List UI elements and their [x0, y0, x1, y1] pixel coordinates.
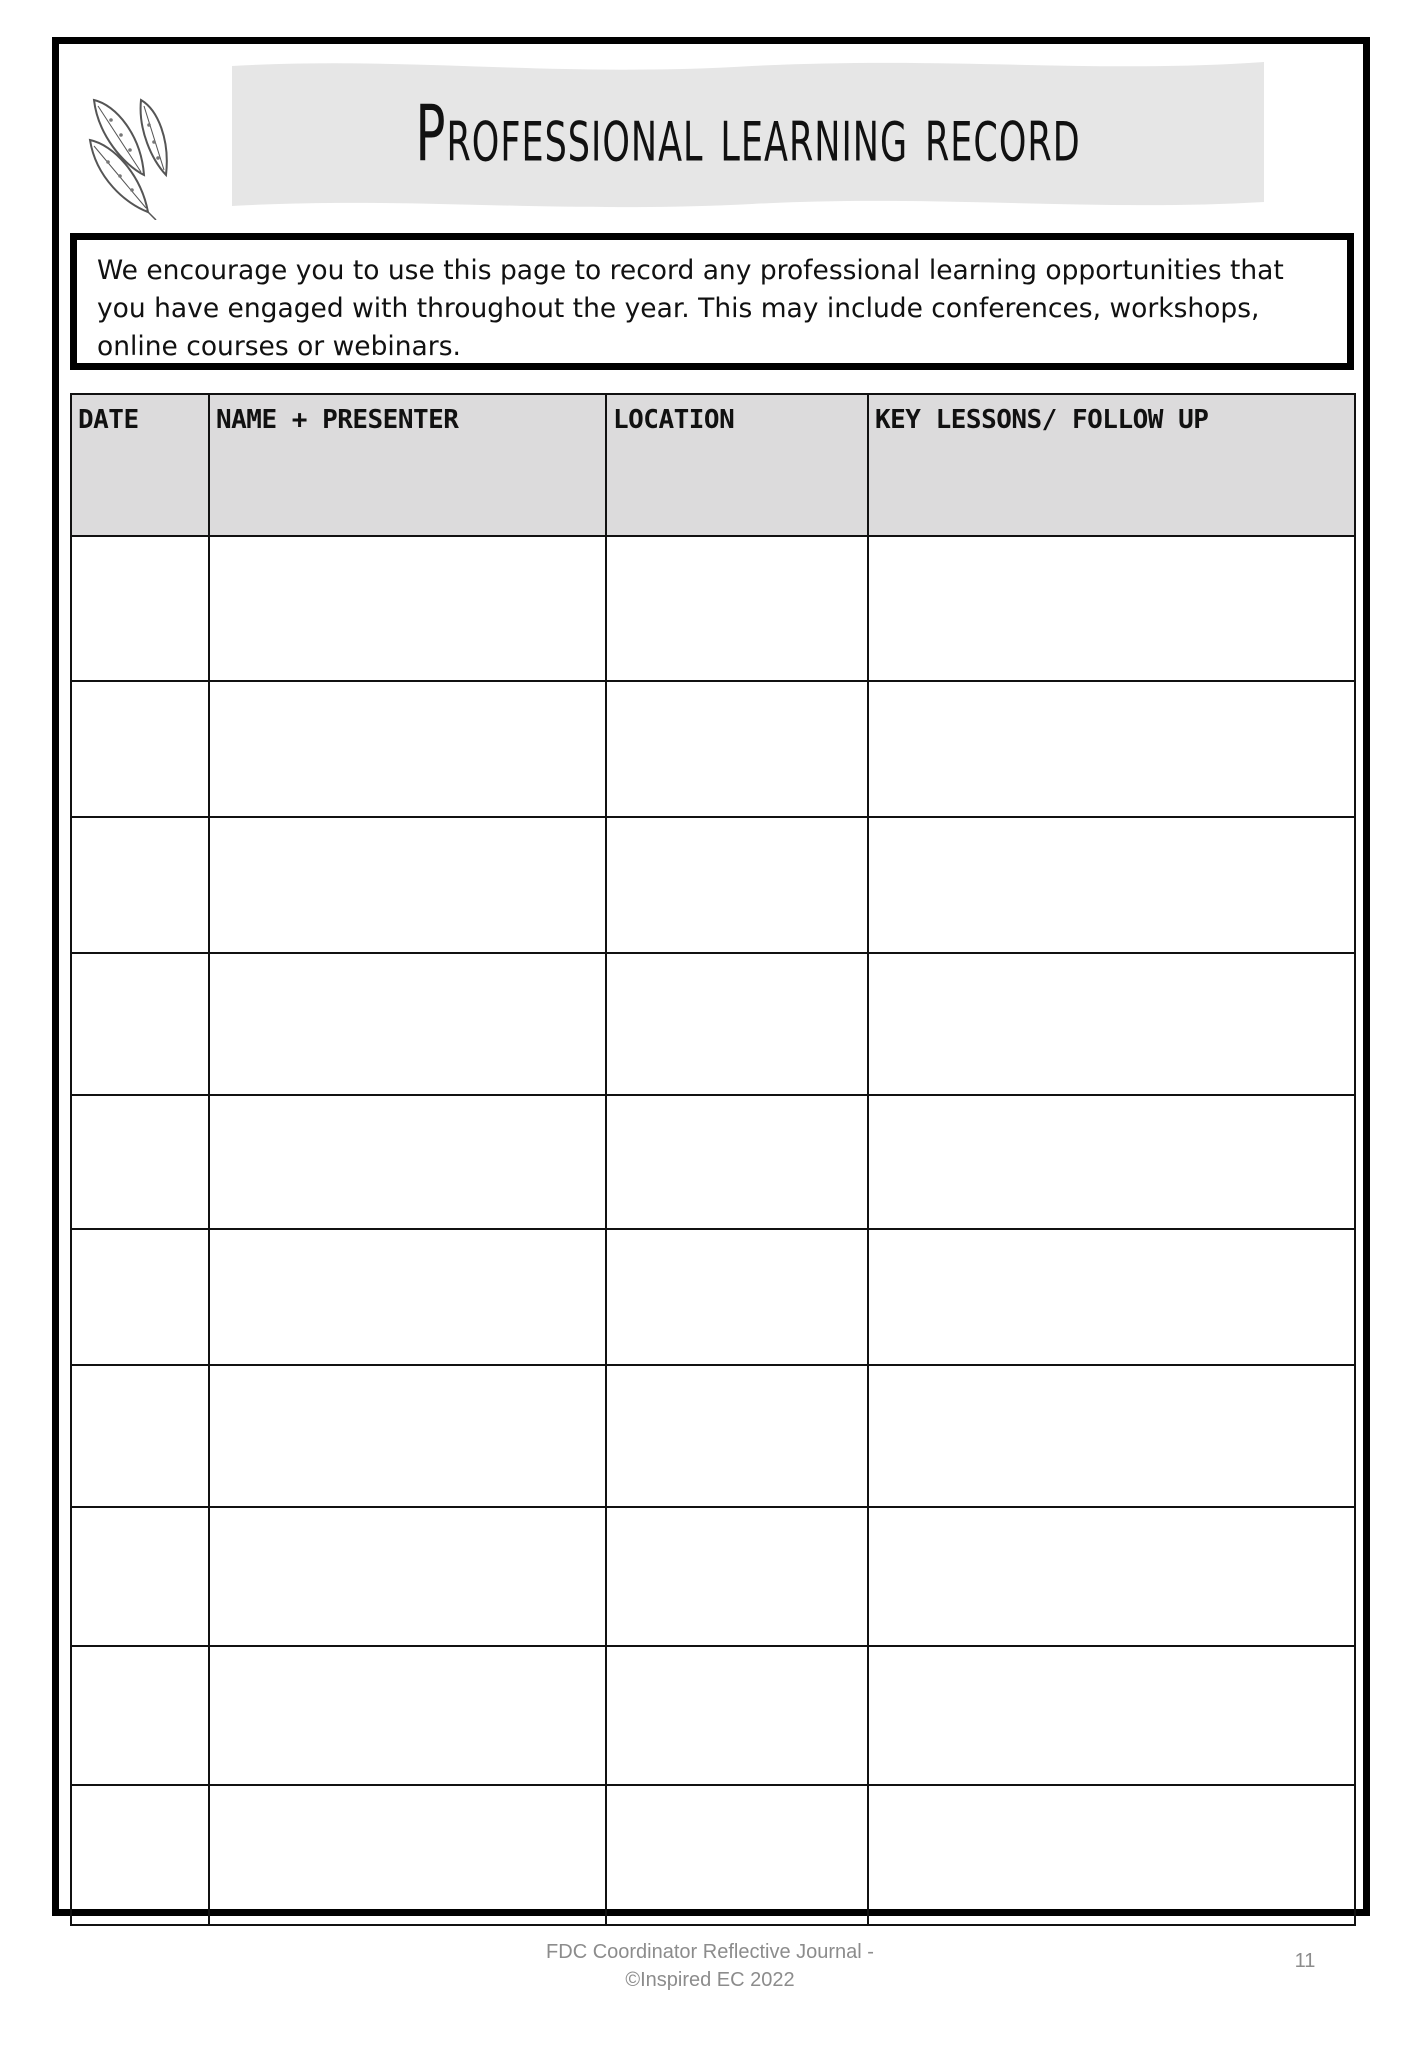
- location-cell[interactable]: [606, 1785, 868, 1925]
- name-presenter-cell[interactable]: [209, 1646, 606, 1785]
- name-presenter-cell[interactable]: [209, 953, 606, 1095]
- column-header-name-presenter: NAME + PRESENTER: [209, 394, 606, 536]
- name-presenter-cell[interactable]: [209, 1785, 606, 1925]
- table-row: [71, 681, 1355, 817]
- key-lessons-cell[interactable]: [868, 1507, 1355, 1646]
- date-cell[interactable]: [71, 817, 209, 953]
- table-row: [71, 1785, 1355, 1925]
- location-cell[interactable]: [606, 681, 868, 817]
- location-cell[interactable]: [606, 1646, 868, 1785]
- location-cell[interactable]: [606, 1229, 868, 1365]
- page-number: 11: [1294, 1950, 1316, 1972]
- column-header-key-lessons: KEY LESSONS/ FOLLOW UP: [868, 394, 1355, 536]
- date-cell[interactable]: [71, 681, 209, 817]
- name-presenter-cell[interactable]: [209, 1095, 606, 1229]
- table-row: [71, 1507, 1355, 1646]
- key-lessons-cell[interactable]: [868, 681, 1355, 817]
- table-row: [71, 1365, 1355, 1507]
- date-cell[interactable]: [71, 1229, 209, 1365]
- key-lessons-cell[interactable]: [868, 1365, 1355, 1507]
- key-lessons-cell[interactable]: [868, 1229, 1355, 1365]
- column-header-date: DATE: [71, 394, 209, 536]
- date-cell[interactable]: [71, 1646, 209, 1785]
- key-lessons-cell[interactable]: [868, 1785, 1355, 1925]
- key-lessons-cell[interactable]: [868, 1646, 1355, 1785]
- table-row: [71, 536, 1355, 681]
- key-lessons-cell[interactable]: [868, 817, 1355, 953]
- key-lessons-cell[interactable]: [868, 953, 1355, 1095]
- table-row: [71, 817, 1355, 953]
- date-cell[interactable]: [71, 1365, 209, 1507]
- location-cell[interactable]: [606, 536, 868, 681]
- page-title: Professional learning record: [415, 89, 1081, 179]
- name-presenter-cell[interactable]: [209, 1507, 606, 1646]
- date-cell[interactable]: [71, 1507, 209, 1646]
- date-cell[interactable]: [71, 1785, 209, 1925]
- name-presenter-cell[interactable]: [209, 817, 606, 953]
- location-cell[interactable]: [606, 953, 868, 1095]
- name-presenter-cell[interactable]: [209, 1365, 606, 1507]
- key-lessons-cell[interactable]: [868, 536, 1355, 681]
- name-presenter-cell[interactable]: [209, 1229, 606, 1365]
- table-row: [71, 1229, 1355, 1365]
- intro-text: We encourage you to use this page to record any professional learning opportunities that you have engaged with throughout the year. This may include conferences, workshops, online courses or webinars.: [97, 255, 1284, 362]
- table-row: [71, 953, 1355, 1095]
- footer-journal-title: FDC Coordinator Reflective Journal -: [546, 1941, 874, 1963]
- footer-copyright: ©Inspired EC 2022: [625, 1969, 795, 1991]
- table-row: [71, 1646, 1355, 1785]
- column-header-location: LOCATION: [606, 394, 868, 536]
- key-lessons-cell[interactable]: [868, 1095, 1355, 1229]
- leaves-icon: [86, 80, 198, 220]
- location-cell[interactable]: [606, 1365, 868, 1507]
- intro-box: [70, 233, 1354, 370]
- footer: [490, 1938, 930, 1994]
- date-cell[interactable]: [71, 953, 209, 1095]
- location-cell[interactable]: [606, 817, 868, 953]
- name-presenter-cell[interactable]: [209, 681, 606, 817]
- learning-record-table: [70, 393, 1356, 1926]
- location-cell[interactable]: [606, 1507, 868, 1646]
- location-cell[interactable]: [606, 1095, 868, 1229]
- table-header-row: [71, 394, 1355, 536]
- name-presenter-cell[interactable]: [209, 536, 606, 681]
- date-cell[interactable]: [71, 1095, 209, 1229]
- date-cell[interactable]: [71, 536, 209, 681]
- table-row: [71, 1095, 1355, 1229]
